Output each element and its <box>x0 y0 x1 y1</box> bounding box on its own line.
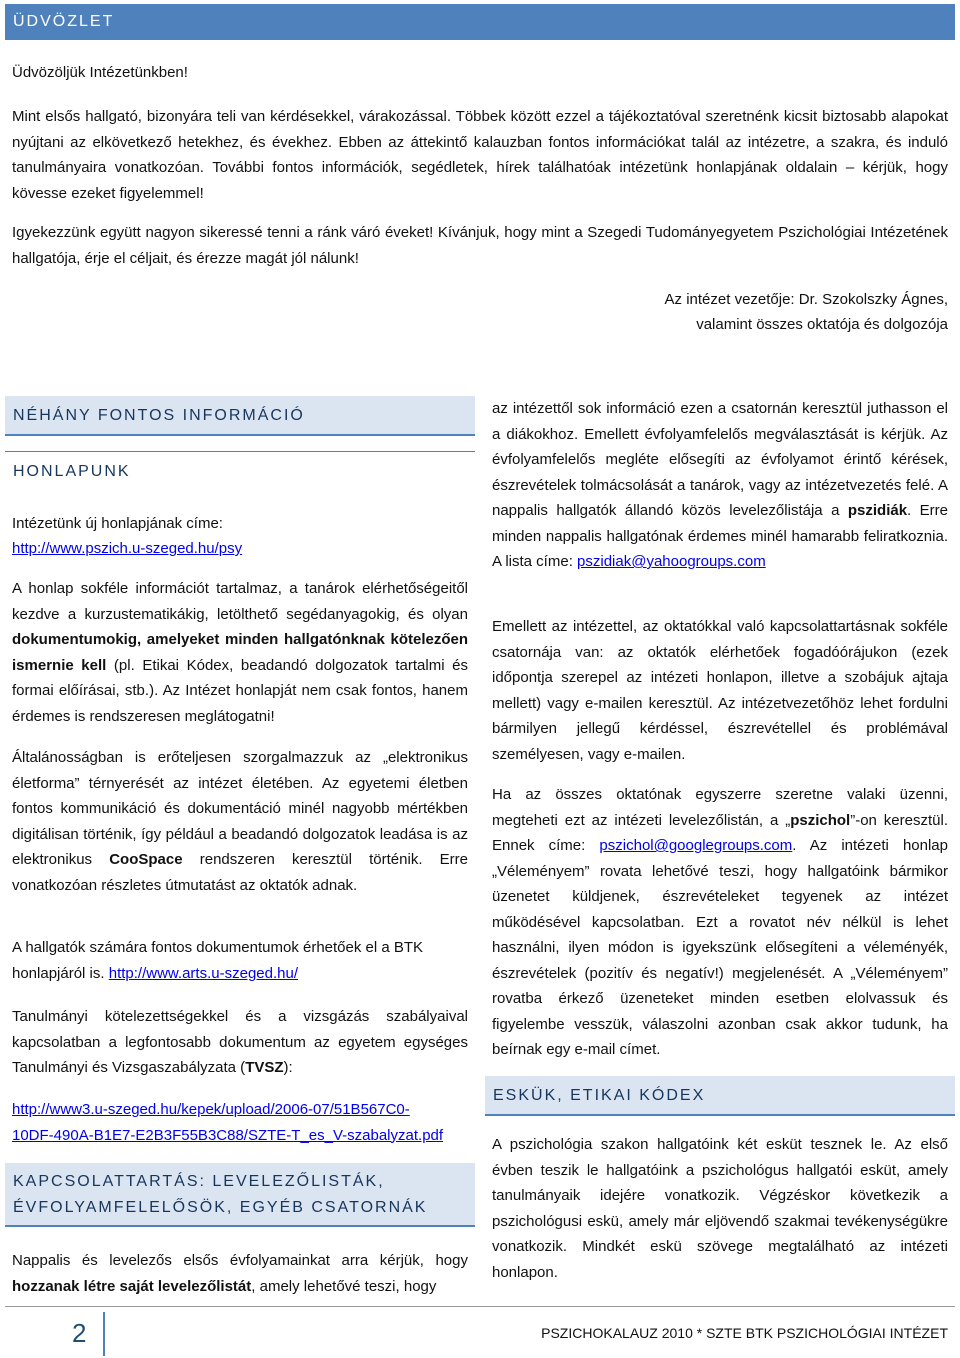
contact-title-line-1: KAPCSOLATTARTÁS: LEVELEZŐLISTÁK, <box>13 1173 385 1190</box>
section-title-important-info-text: NÉHÁNY FONTOS INFORMÁCIÓ <box>13 407 305 424</box>
welcome-title-bar <box>5 4 955 40</box>
electronic-life-paragraph <box>12 745 468 898</box>
tvsz-text-a: Tanulmányi kötelezettségekkel és a vizsgázás szabályaival kapcsolatban a legfontosabb dokumentum az egyetem egységes Tanulmányi és Vizsgaszabályzata ( <box>12 1008 468 1076</box>
welcome-title: ÜDVÖZLET <box>13 13 115 30</box>
subsection-title-website <box>5 451 475 491</box>
tvsz-link-line-2[interactable]: 10DF-490A-B1E7-E2B3F55B3C88/SZTE-T_es_V-szabalyzat.pdf <box>12 1126 444 1144</box>
pszichol-link[interactable]: pszichol@googlegroups.com <box>599 837 793 854</box>
welcome-paragraph-1: Mint elsős hallgató, bizonyára teli van kérdésekkel, várakozással. Többek között ezzel a tájékoztatóval szeretnénk kicsit biztosabb alapokat nyújtani az elkövetkező hetekhez, és évekhez. Ebben az áttekintő kalauzban fontos információkat talál az intézetre, a szakra, és induló tanulmányaira vonatkozóan. További fontos információk, segédletek, hírek találhatóak intézetünk honlapjának oldalain – kérjük, hogy kövesse ezeket figyelemmel! <box>12 108 948 202</box>
oaths-paragraph: A pszichológia szakon hallgatóink két esküt tesznek le. Az első évben teszik le hallgatóink a pszichológus hallgatói esküt, amely tanulmányaik idejére vonatkozik. Végzéskor következik a pszichológusi eskü, amely már eljövendő szakmai tevékenységükre vonatkozik. Mindkét eskü szövege megtalálható az intézeti honlapon. <box>492 1136 948 1281</box>
section-title-oaths <box>485 1076 955 1116</box>
btk-docs-paragraph <box>12 935 468 986</box>
footer-rule <box>5 1306 955 1307</box>
right-paragraph-1-text-c: . Erre minden nappalis hallgatónak érdemes minél hamarabb feliratkoznia. A lista címe: <box>492 502 948 570</box>
tvsz-link-wrap <box>12 1097 472 1148</box>
welcome-greeting: Üdvözöljük Intézetünkben! <box>12 64 188 81</box>
signature-line-2: valamint összes oktatója és dolgozója <box>696 316 948 333</box>
right-paragraph-1 <box>492 396 948 575</box>
mailing-list-bold: hozzanak létre saját levelezőlistát <box>12 1277 252 1295</box>
footer-text: PSZICHOKALAUZ 2010 * SZTE BTK PSZICHOLÓGIAI INTÉZET <box>541 1325 948 1341</box>
right-paragraph-3 <box>492 782 948 1063</box>
tvsz-paragraph <box>12 1004 468 1081</box>
btk-docs-text: A hallgatók számára fontos dokumentumok érhetőek el a BTK honlapjáról is. <box>12 939 424 982</box>
website-paragraph-text-a: A honlap sokféle információt tartalmaz, a tanárok elérhetőségeitől kezdve a kurzustematikákig, letölthető segédanyagokig, és olyan <box>12 580 468 623</box>
pszichol-bold: pszichol <box>790 811 851 829</box>
right-paragraph-3-text-d: . Az intézeti honlap „Véleményem” rovata lehetővé teszi, hogy hallgatóink bármikor üzenetet küldjenek, észrevételeket tegyenek az intézet működésével kapcsolatban. Ezt a rovatot név nélkül is lehet használni, ilyen módon is igyekszünk elősegíteni a véleményék, észrevételek (pozitív és negatív!) megjelenését. A „Véleményem” rovatba érkező üzeneteket minden esetben elolvassuk és figyelembe vesszük, válaszolni azonban csak akkor tudunk, ha beírnak egy e-mail címet. <box>492 837 948 1058</box>
footer-vertical-rule <box>103 1312 105 1356</box>
electronic-life-text-c: rendszeren keresztül történik. Erre vonatkozóan részletes útmutatást az oktatók adnak. <box>12 851 468 894</box>
website-paragraph-text-c: (pl. Etikai Kódex, beadandó dolgozatok tartalmi és formai előírásai, stb.). Az Intézet honlapját nem csak fontos, hanem érdemes is rendszeresen meglátogatni! <box>12 656 468 725</box>
homepage-intro: Intézetünk új honlapjának címe: <box>12 515 223 532</box>
pszidiak-link[interactable]: pszidiak@yahoogroups.com <box>577 553 766 570</box>
website-paragraph-bold: dokumentumokig, amelyeket minden hallgatónknak kötelezően ismernie kell <box>12 631 468 674</box>
page-number: 2 <box>72 1318 87 1348</box>
electronic-life-text-a: Általánosságban is erőteljesen szorgalmazzuk az „elektronikus életforma” térnyerését az intézet életében. Az egyetemi életben fontos kommunikáció és dokumentáció minél nagyobb mértékben digitálisan történik, így például a beadandó dolgozatok leadása is az elektronikus <box>12 749 468 868</box>
homepage-link-wrap <box>12 536 468 562</box>
welcome-paragraph-2: Igyekezzünk együtt nagyon sikeressé tenni a ránk váró éveket! Kívánjuk, hogy mint a Szegedi Tudományegyetem Pszichológiai Intézetének hallgatója, érje el céljait, és érezze magát jól nálunk! <box>12 224 948 267</box>
section-title-important-info <box>5 396 475 436</box>
right-paragraph-1-text-a: az intézettől sok információ ezen a csatornán keresztül juthasson el a diákokhoz. Emellett évfolyamfelelős megválasztását is kérjük. Az évfolyamfelelős megléte elősegíti az évfolyamot érintő kérések, észrevételek tolmácsolását a tanárok, vagy az intézetvezetés felé. A nappalis hallgatók állandó közös levelezőlistája a <box>492 400 948 519</box>
coospace-bold: CooSpace <box>109 851 183 868</box>
tvsz-link-line-1[interactable]: http://www3.u-szeged.hu/kepek/upload/2006-07/51B567C0- <box>12 1101 410 1118</box>
mailing-list-text-a: Nappalis és levelezős elsős évfolyamainkat arra kérjük, hogy <box>12 1252 468 1269</box>
right-paragraph-3-text-a: Ha az összes oktatónak egyszerre szeretne valaki üzenni, megteheti ezt az intézeti levelezőlistán, a „ <box>492 786 948 829</box>
signature-line-1: Az intézet vezetője: Dr. Szokolszky Ágnes, <box>664 291 948 308</box>
homepage-link[interactable]: http://www.pszich.u-szeged.hu/psy <box>12 540 243 557</box>
mailing-list-paragraph <box>12 1248 468 1299</box>
section-title-oaths-text: ESKÜK, ETIKAI KÓDEX <box>493 1087 706 1104</box>
subsection-title-contact <box>5 1163 475 1227</box>
subsection-title-website-text: HONLAPUNK <box>13 463 131 480</box>
website-paragraph <box>12 576 468 729</box>
right-paragraph-2: Emellett az intézettel, az oktatókkal való kapcsolattartásnak sokféle csatornája van: az oktatók elérhetőek fogadóórájukon (ezek időpontja szerepel az intézeti honlapon, illetve a szobájuk ajtaja mellett) vagy e-mailen keresztül. Az intézetvezetőhöz lehet fordulni bármilyen jellegű kérdéssel, észrevétellel és problémával személyesen, vagy e-mailen. <box>492 618 948 763</box>
mailing-list-text-c: , amely lehetővé teszi, hogy <box>251 1277 437 1295</box>
pszidiak-bold: pszidiák <box>847 502 908 519</box>
tvsz-bold: TVSZ <box>245 1059 284 1076</box>
right-paragraph-3-text-c: ”-on keresztül. Ennek címe: <box>492 811 948 854</box>
btk-link[interactable]: http://www.arts.u-szeged.hu/ <box>108 964 298 982</box>
tvsz-text-c: ): <box>283 1059 293 1076</box>
contact-title-line-2: ÉVFOLYAMFELELŐSÖK, EGYÉB CSATORNÁK <box>13 1199 428 1216</box>
